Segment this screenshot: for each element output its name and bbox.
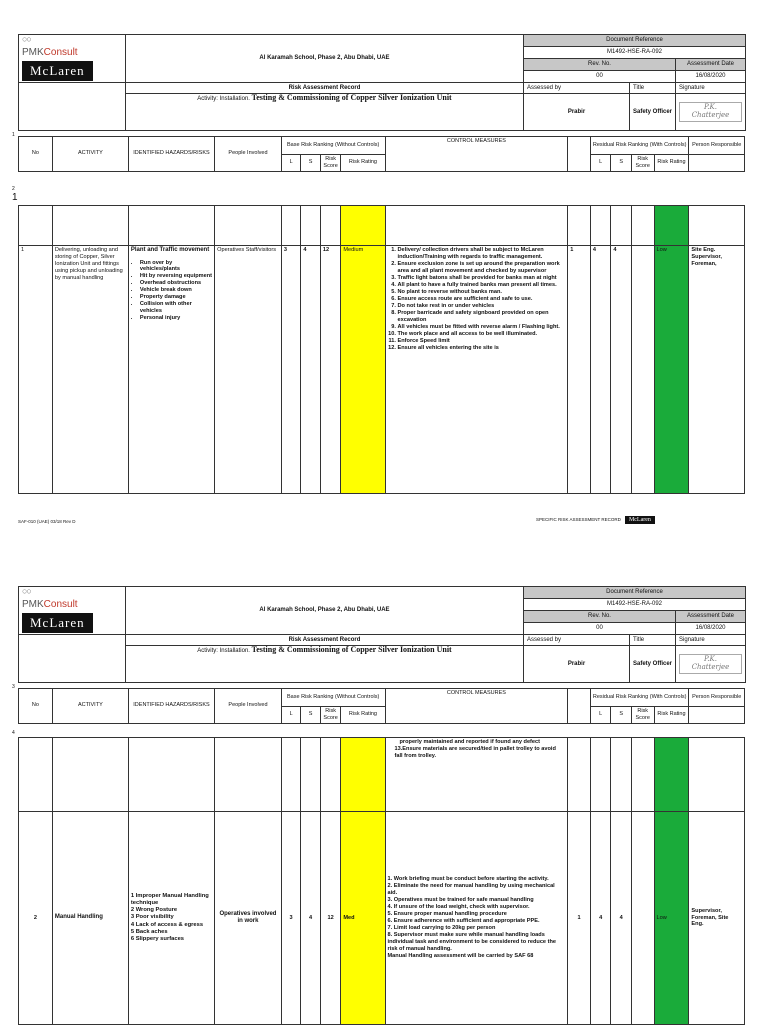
table-row [19, 812, 745, 1025]
assessor-name: Prabir [524, 94, 630, 131]
column-header-page2 [18, 688, 745, 724]
row-responsible: Supervisor, Foreman, Site Eng. [689, 812, 745, 1025]
doc-ref-label: Document Reference [524, 587, 746, 599]
control-item: Manual Handling assessment will be carried by SAF 68 [387, 952, 534, 959]
risk-table-page1 [18, 205, 745, 494]
col-activity: ACTIVITY [52, 137, 128, 172]
assess-date-value: 16/08/2020 [676, 623, 746, 635]
control-item: 6. Ensure adherence with sufficient and appropriate PPE. [387, 918, 540, 924]
hazard-item: • Property damage [140, 294, 212, 301]
footer-code: SAF-010 (UAE) 03/18 Rev D [18, 519, 76, 524]
row-r-score: 4 [611, 246, 632, 494]
row-r-s: 4 [590, 812, 611, 1025]
title-label: Title [630, 83, 676, 94]
hazard-item: 5 Back aches [130, 928, 168, 935]
record-title: Risk Assessment Record [126, 635, 524, 646]
col-hazards: IDENTIFIED HAZARDS/RISKS [128, 689, 214, 724]
col-hazards: IDENTIFIED HAZARDS/RISKS [128, 137, 214, 172]
col-r-score: Risk Score [631, 707, 654, 724]
rev-label: Rev. No. [524, 59, 676, 71]
row-s: 4 [301, 246, 321, 494]
control-item: 5. No plant to reverse without banks man. [398, 289, 566, 296]
document-header-page2 [18, 586, 746, 683]
row-responsible: Site Eng. Supervisor, Foreman, [689, 246, 745, 494]
row-r-s: 4 [590, 246, 611, 494]
hazard-item: • Personal injury [140, 315, 212, 322]
hazard-item: • Run over by vehicles/plants [140, 260, 212, 274]
control-item: 1. Delivery/ collection drivers shall be subject to McLaren induction/Training with regards to traffic management. [398, 247, 566, 261]
row-activity: Delivering, unloading and storing of Copper, Silver Ionization Unit and fittings using pickup and unloading by manual handling [52, 246, 128, 494]
school-name: Al Karamah School, Phase 2, Abu Dhabi, UAE [126, 35, 524, 83]
col-people: People Involved [215, 689, 282, 724]
hazard-item: 3 Poor visibility [130, 914, 174, 921]
rev-label: Rev. No. [524, 611, 676, 623]
row-l: 3 [281, 812, 301, 1025]
row-r-rating: Low [654, 812, 689, 1025]
control-item: 3. Traffic light batons shall be provided for banks man at night [398, 275, 566, 282]
hazard-item: • Collision with other vehicles [140, 301, 212, 315]
control-item: 2. Eliminate the need for manual handling by using mechanical aid. [387, 883, 555, 897]
page-marker: 3 [12, 684, 15, 690]
col-r-l: L [590, 155, 611, 172]
control-item: 7. Do not take rest in or under vehicles [398, 303, 566, 310]
row-hazards: Plant and Traffic movement • Run over by vehicles/plants • Hit by reversing equipment • Overhead obstructions • Vehicle break down • Property damage • Collision with other vehicles • Personal injury [128, 246, 214, 494]
page-marker: 2 [12, 186, 15, 192]
row-hazards [128, 812, 214, 1025]
col-rating: Risk Rating [341, 707, 385, 724]
doc-ref-value: M1492-HSE-RA-092 [524, 599, 746, 611]
pmk-logo: PMKConsult [22, 598, 78, 610]
row-s: 4 [301, 812, 321, 1025]
control-item: 10. The work place and all access to be well illuminated. [398, 331, 566, 338]
assessor-name: Prabir [524, 646, 630, 683]
row-controls [385, 246, 568, 494]
row-rating: Med [341, 812, 385, 1025]
control-item: 4. All plant to have a fully trained banks man present all times. [398, 282, 566, 289]
col-control: CONTROL MEASURES [385, 689, 568, 724]
page-marker: 1 [12, 132, 15, 138]
control-item: 5. Ensure proper manual handling procedure [387, 911, 507, 918]
record-title: Risk Assessment Record [126, 83, 524, 94]
col-l: L [281, 707, 301, 724]
assess-date-label: Assessment Date [676, 59, 746, 71]
table-row [19, 246, 745, 494]
doc-ref-label: Document Reference [524, 35, 746, 47]
col-r-s: S [611, 707, 632, 724]
row-score: 12 [320, 812, 341, 1025]
assessor-title: Safety Officer [630, 646, 676, 683]
pmk-logo: PMKConsult [22, 46, 78, 58]
col-base-risk: Base Risk Ranking (Without Controls) [281, 137, 385, 155]
col-people: People Involved [215, 137, 282, 172]
control-item: 6. Ensure access route are sufficient and safe to use. [398, 296, 566, 303]
control-item: 2. Ensure exclusion zone is set up around the preparation work area and all plant movement and checked by supervisor [398, 261, 566, 275]
title-label: Title [630, 635, 676, 646]
row-r-score: 4 [611, 812, 632, 1025]
table-row [19, 738, 745, 812]
pmk-circles-icon: ○○ [22, 586, 31, 596]
col-residual-risk: Residual Risk Ranking (With Controls) [590, 689, 689, 707]
page-marker: 1 [12, 192, 18, 203]
col-no: No [19, 689, 53, 724]
hazard-item: 6 Slippery surfaces [130, 936, 185, 943]
doc-ref-value: M1492-HSE-RA-092 [524, 47, 746, 59]
hazard-item: • Overhead obstructions [140, 280, 212, 287]
row-activity: Manual Handling [52, 812, 128, 1025]
page-marker: 4 [12, 730, 15, 736]
control-item: 8. Proper barricade and safety signboard provided on open excavation [398, 310, 566, 324]
row-r-l: 1 [568, 812, 591, 1025]
row-no: 2 [19, 812, 53, 1025]
logo-area [19, 587, 126, 635]
rev-value: 00 [524, 71, 676, 83]
row-score: 12 [320, 246, 341, 494]
row-rating: Medium [341, 246, 385, 494]
col-control: CONTROL MEASURES [385, 137, 568, 172]
risk-table-page2 [18, 737, 745, 1025]
signature-label: Signature [676, 83, 746, 94]
row-controls-continued: properly maintained and reported if found any defect 13.Ensure materials are secured/tied in pallet trolley to avoid fall from trolley. [385, 738, 568, 812]
mclaren-logo: McLaren [22, 613, 93, 633]
footer-record: SPECIFIC RISK ASSESSMENT RECORD McLaren [536, 516, 655, 524]
col-residual-risk: Residual Risk Ranking (With Controls) [590, 137, 689, 155]
column-header-page1 [18, 136, 745, 172]
activity-description: Activity: Installation. Testing & Commissioning of Copper Silver Ionization Unit [126, 94, 524, 131]
col-s: S [301, 155, 321, 172]
activity-description: Activity: Installation. Testing & Commissioning of Copper Silver Ionization Unit [126, 646, 524, 683]
assess-date-value: 16/08/2020 [676, 71, 746, 83]
col-r-score: Risk Score [631, 155, 654, 172]
assess-date-label: Assessment Date [676, 611, 746, 623]
row-no: 1 [19, 246, 53, 494]
col-activity: ACTIVITY [52, 689, 128, 724]
row-l: 3 [281, 246, 301, 494]
col-score: Risk Score [320, 155, 341, 172]
control-item: 7. Limit load carrying to 20kg per person [387, 924, 496, 931]
pmk-circles-icon: ○○ [22, 34, 31, 44]
control-item: 3. Operatives must be trained for safe manual handling [387, 897, 534, 904]
hazard-item: • Hit by reversing equipment [140, 273, 212, 280]
control-item: 11. Enforce Speed limit [398, 338, 566, 345]
col-score: Risk Score [320, 707, 341, 724]
col-responsible: Person Responsible [689, 689, 745, 707]
row-people: Operatives Staff/visitors [215, 246, 282, 494]
logo-area [19, 35, 126, 83]
hazard-item: • Vehicle break down [140, 287, 212, 294]
control-item: 8. Supervisor must make sure while manual handling loads individual task and environment to be considered to reduce the risk of manual handling. [387, 931, 556, 952]
col-s: S [301, 707, 321, 724]
mclaren-logo: McLaren [22, 61, 93, 81]
col-r-rating: Risk Rating [654, 707, 689, 724]
row-r-rating: Low [654, 246, 689, 494]
col-base-risk: Base Risk Ranking (Without Controls) [281, 689, 385, 707]
col-r-l: L [590, 707, 611, 724]
assessed-by-label: Assessed by [524, 635, 630, 646]
col-no: No [19, 137, 53, 172]
control-item: 4. If unsure of the load weight, check with supervisor. [387, 904, 530, 911]
hazard-item: 4 Lack of access & egress [130, 921, 204, 928]
hazard-item: 2 Wrong Posture [130, 907, 178, 914]
row-people: Operatives involved in work [215, 812, 282, 1025]
signature-image: P.K. Chatterjee [679, 654, 742, 673]
col-responsible: Person Responsible [689, 137, 745, 155]
hazard-item: 1 Improper Manual Handling technique [130, 892, 209, 906]
col-r-rating: Risk Rating [654, 155, 689, 172]
footer-mclaren-logo: McLaren [625, 516, 655, 524]
document-header-page1 [18, 34, 746, 131]
control-item: 1. Work briefing must be conduct before starting the activity. [387, 876, 549, 883]
control-item: 12. Ensure all vehicles entering the site is [398, 345, 566, 352]
col-r-s: S [611, 155, 632, 172]
col-rating: Risk Rating [341, 155, 385, 172]
assessor-title: Safety Officer [630, 94, 676, 131]
row-r-l: 1 [568, 246, 591, 494]
signature-label: Signature [676, 635, 746, 646]
rev-value: 00 [524, 623, 676, 635]
row-controls [385, 812, 568, 1025]
signature-image: P.K. Chatterjee [679, 102, 742, 121]
control-item: 9. All vehicles must be fitted with reverse alarm / Flashing light. [398, 324, 566, 331]
school-name: Al Karamah School, Phase 2, Abu Dhabi, UAE [126, 587, 524, 635]
assessed-by-label: Assessed by [524, 83, 630, 94]
col-l: L [281, 155, 301, 172]
